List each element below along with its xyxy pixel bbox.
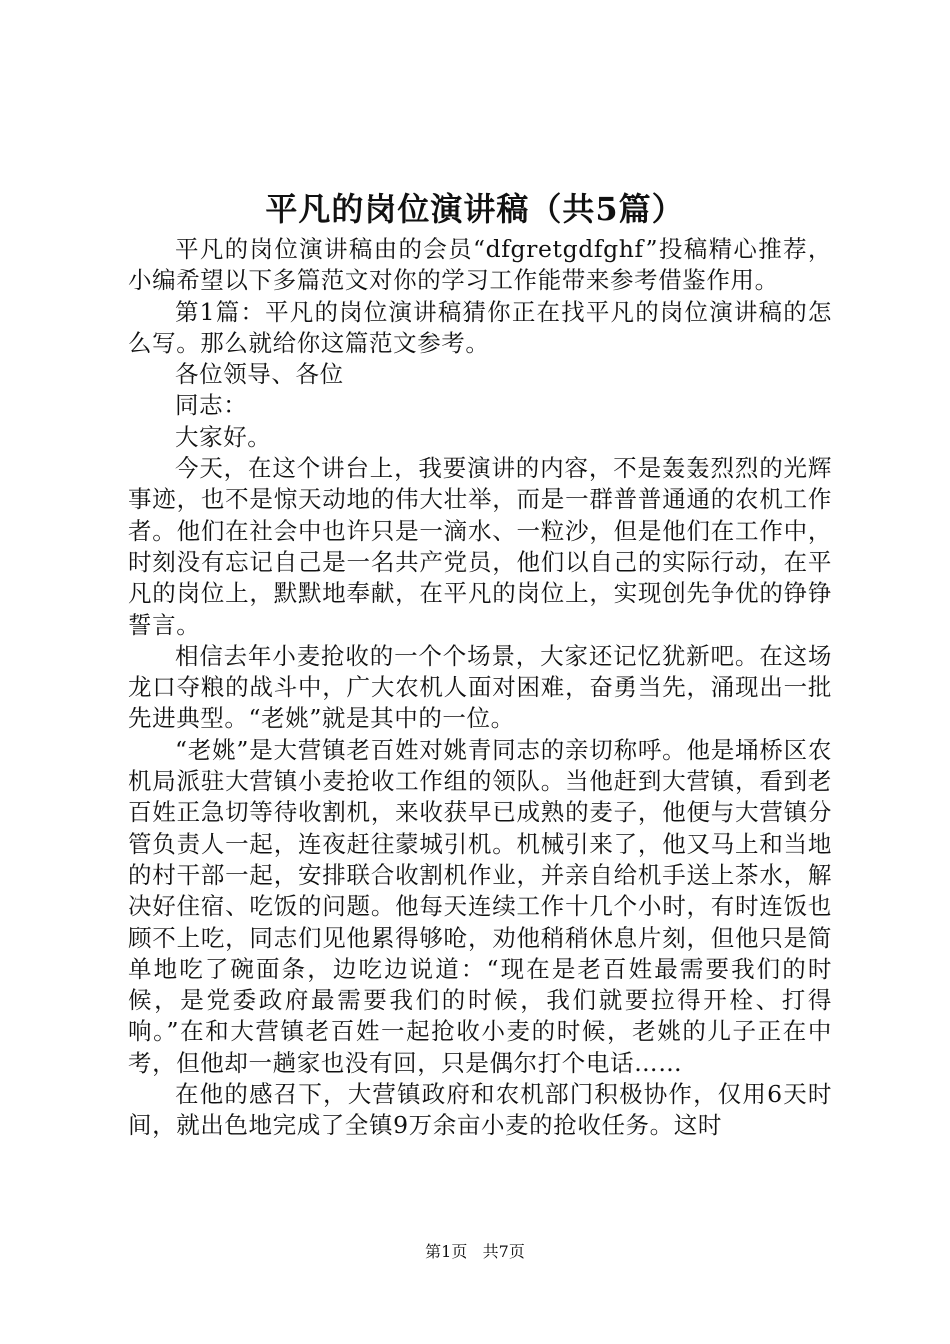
document-title: 平凡的岗位演讲稿（共5篇） <box>265 190 685 228</box>
paragraph-inspired: 在他的感召下，大营镇政府和农机部门积极协作，仅用6天时间，就出色地完成了全镇9万余亩小麦的抢收任务。这时 <box>128 1080 832 1140</box>
paragraph-intro: 平凡的岗位演讲稿由的会员“dfgretgdfghf”投稿精心推荐，小编希望以下多篇范文对你的学习工作能带来参考借鉴作用。 <box>128 235 832 295</box>
page-number: 第1页 <box>425 1242 468 1261</box>
page-total: 共7页 <box>482 1242 525 1261</box>
page-separator <box>472 1242 477 1261</box>
paragraph-lao-yao: “老姚”是大营镇老百姓对姚青同志的亲切称呼。他是埇桥区农机局派驻大营镇小麦抢收工作组的领队。当他赶到大营镇，看到老百姓正急切等待收割机，来收获早已成熟的麦子，他便与大营镇分管负责人一起，连夜赶往蒙城引机。机械引来了，他又马上和当地的村干部一起，安排联合收割机作业，并亲自给机手送上茶水，解决好住宿、吃饭的问题。他每天连续工作十几个小时，有时连饭也顾不上吃，同志们见他累得够呛，劝他稍稍休息片刻，但他只是简单地吃了碗面条，边吃边说道：“现在是老百姓最需要我们的时候，是党委政府最需要我们的时候，我们就要拉得开栓、打得响。”在和大营镇老百姓一起抢收小麦的时候，老姚的儿子正在中考，但他却一趟家也没有回，只是偶尔打个电话…… <box>128 735 832 1077</box>
paragraph-today: 今天，在这个讲台上，我要演讲的内容，不是轰轰烈烈的光辉事迹，也不是惊天动地的伟大壮举，而是一群普普通通的农机工作者。他们在社会中也许只是一滴水、一粒沙，但是他们在工作中，时刻没有忘记自己是一名共产党员，他们以自己的实际行动，在平凡的岗位上，默默地奉献，在平凡的岗位上，实现创先争优的铮铮誓言。 <box>128 454 832 639</box>
page-footer <box>0 1242 950 1262</box>
paragraph-salutation-comrades: 同志： <box>175 391 248 420</box>
document-body <box>128 234 832 1142</box>
paragraph-salutation-leaders: 各位领导、各位 <box>175 360 344 389</box>
paragraph-greeting: 大家好。 <box>175 422 272 451</box>
paragraph-article-1-heading: 第1篇：平凡的岗位演讲稿猜你正在找平凡的岗位演讲稿的怎么写。那么就给你这篇范文参考。 <box>128 297 832 357</box>
paragraph-wheat-harvest: 相信去年小麦抢收的一个个场景，大家还记忆犹新吧。在这场龙口夺粮的战斗中，广大农机人面对困难，奋勇当先，涌现出一批先进典型。“老姚”就是其中的一位。 <box>128 641 832 733</box>
